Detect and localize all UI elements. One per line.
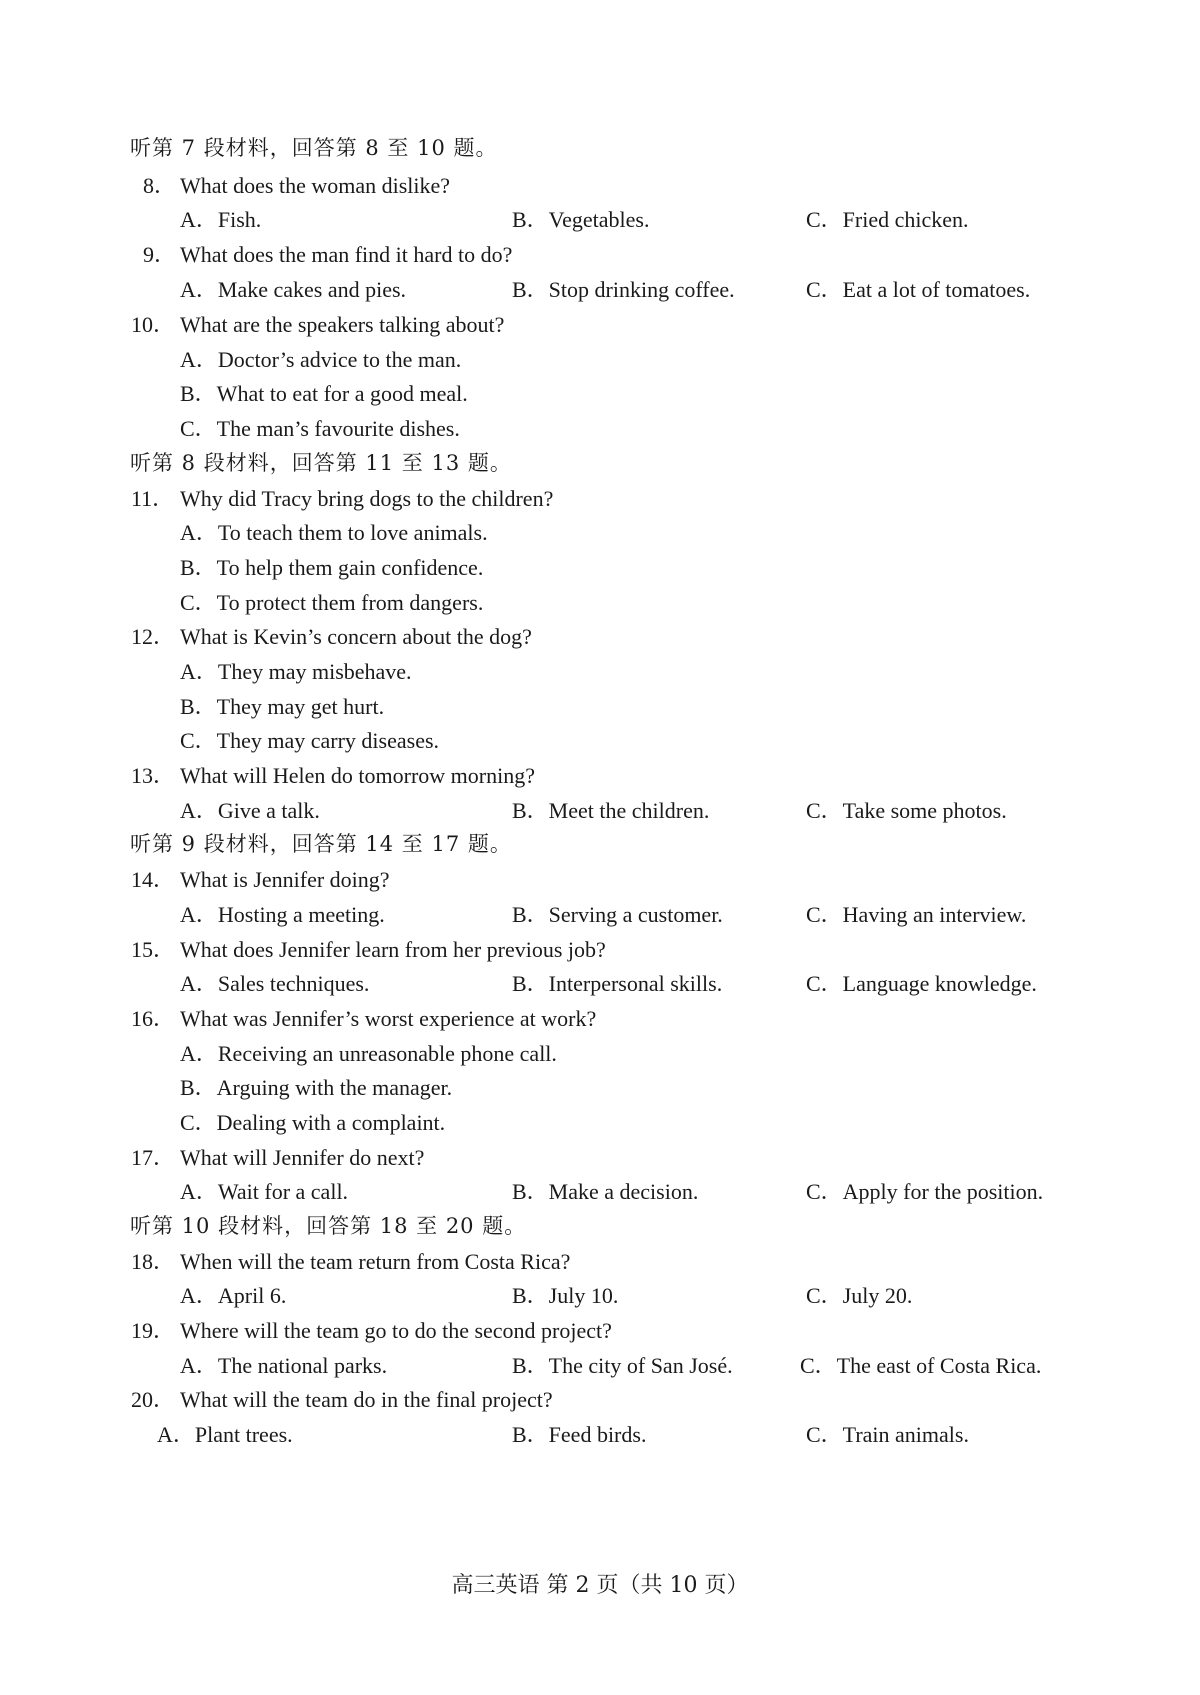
option-b: B．July 10. bbox=[512, 1283, 619, 1308]
question-text: What will the team do in the final project? bbox=[180, 1387, 553, 1412]
option-c: C．Eat a lot of tomatoes. bbox=[806, 277, 1031, 302]
question-number: 8． bbox=[143, 173, 177, 198]
question-text: What does the man find it hard to do? bbox=[180, 242, 513, 267]
question-text: When will the team return from Costa Rica? bbox=[180, 1249, 571, 1274]
option-c: C．Language knowledge. bbox=[806, 971, 1037, 996]
option-a: A．Doctor’s advice to the man. bbox=[180, 347, 462, 372]
option-a: A．Give a talk. bbox=[180, 798, 320, 823]
option-a: A．Sales techniques. bbox=[180, 971, 370, 996]
option-a: A．Wait for a call. bbox=[180, 1179, 349, 1204]
question-number: 18． bbox=[131, 1249, 176, 1274]
option-c: C．To protect them from dangers. bbox=[180, 590, 484, 615]
question-text: What are the speakers talking about? bbox=[180, 312, 505, 337]
section-heading: 听第 7 段材料，回答第 8 至 10 题。 bbox=[130, 136, 498, 160]
option-c: C．They may carry diseases. bbox=[180, 728, 440, 753]
page-footer: 高三英语 第 2 页（共 10 页） bbox=[451, 1573, 749, 1598]
question-text: What is Jennifer doing? bbox=[180, 867, 390, 892]
question-text: Why did Tracy bring dogs to the children? bbox=[180, 486, 554, 511]
option-b: B．Arguing with the manager. bbox=[180, 1075, 453, 1100]
option-c: C．July 20. bbox=[806, 1283, 913, 1308]
option-c: C．Train animals. bbox=[806, 1422, 969, 1447]
option-a: A．To teach them to love animals. bbox=[180, 520, 488, 545]
option-a: A．Fish. bbox=[180, 207, 262, 232]
question-text: What does Jennifer learn from her previous job? bbox=[180, 937, 606, 962]
option-b: B．They may get hurt. bbox=[180, 694, 385, 719]
question-number: 20． bbox=[131, 1387, 176, 1412]
question-text: What was Jennifer’s worst experience at work? bbox=[180, 1006, 597, 1031]
question-number: 9． bbox=[143, 242, 177, 267]
question-text: Where will the team go to do the second project? bbox=[180, 1318, 612, 1343]
option-a: A．Make cakes and pies. bbox=[180, 277, 407, 302]
option-b: B．Stop drinking coffee. bbox=[512, 277, 735, 302]
option-c: C．Take some photos. bbox=[806, 798, 1007, 823]
question-number: 16． bbox=[131, 1006, 176, 1031]
option-c: C．Having an interview. bbox=[806, 902, 1027, 927]
question-number: 17． bbox=[131, 1145, 176, 1170]
option-b: B．Serving a customer. bbox=[512, 902, 723, 927]
option-a: A．Receiving an unreasonable phone call. bbox=[180, 1041, 557, 1066]
section-heading: 听第 9 段材料，回答第 14 至 17 题。 bbox=[130, 832, 512, 856]
option-b: B．What to eat for a good meal. bbox=[180, 381, 468, 406]
option-c: C．The man’s favourite dishes. bbox=[180, 416, 460, 441]
option-a: A．April 6. bbox=[180, 1283, 287, 1308]
option-a: A．Plant trees. bbox=[157, 1422, 293, 1447]
question-number: 10． bbox=[131, 312, 176, 337]
option-b: B．Make a decision. bbox=[512, 1179, 699, 1204]
option-b: B．The city of San José. bbox=[512, 1353, 733, 1378]
option-c: C．Apply for the position. bbox=[806, 1179, 1044, 1204]
question-number: 12． bbox=[131, 624, 176, 649]
question-number: 13． bbox=[131, 763, 176, 788]
question-text: What will Helen do tomorrow morning? bbox=[180, 763, 535, 788]
question-text: What does the woman dislike? bbox=[180, 173, 451, 198]
option-c: C．The east of Costa Rica. bbox=[800, 1353, 1042, 1378]
option-b: B．Vegetables. bbox=[512, 207, 650, 232]
option-c: C．Fried chicken. bbox=[806, 207, 969, 232]
question-number: 19． bbox=[131, 1318, 176, 1343]
option-a: A．They may misbehave. bbox=[180, 659, 412, 684]
option-c: C．Dealing with a complaint. bbox=[180, 1110, 446, 1135]
option-a: A．The national parks. bbox=[180, 1353, 388, 1378]
option-b: B．Interpersonal skills. bbox=[512, 971, 723, 996]
option-b: B．Meet the children. bbox=[512, 798, 710, 823]
section-heading: 听第 10 段材料，回答第 18 至 20 题。 bbox=[130, 1214, 527, 1238]
option-a: A．Hosting a meeting. bbox=[180, 902, 385, 927]
question-text: What is Kevin’s concern about the dog? bbox=[180, 624, 532, 649]
section-heading: 听第 8 段材料，回答第 11 至 13 题。 bbox=[130, 451, 512, 475]
question-number: 15． bbox=[131, 937, 176, 962]
option-b: B．To help them gain confidence. bbox=[180, 555, 484, 580]
question-text: What will Jennifer do next? bbox=[180, 1145, 425, 1170]
option-b: B．Feed birds. bbox=[512, 1422, 647, 1447]
question-number: 14． bbox=[131, 867, 176, 892]
question-number: 11． bbox=[131, 486, 175, 511]
